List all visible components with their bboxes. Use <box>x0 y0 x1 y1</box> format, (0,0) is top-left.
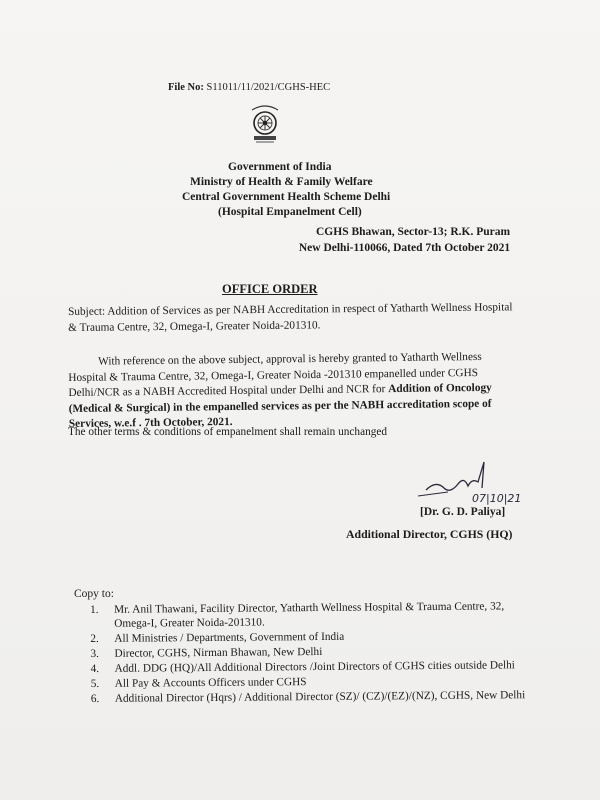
list-item: 3. Director, CGHS, Nirman Bhawan, New Delhi <box>90 645 323 660</box>
svg-text:07|10|21: 07|10|21 <box>472 492 522 505</box>
file-number-line <box>168 82 330 93</box>
file-number-label: File No: <box>168 82 204 93</box>
order-body <box>68 349 521 432</box>
office-order-title: OFFICE ORDER <box>222 282 318 296</box>
handwritten-signature-icon <box>408 458 528 506</box>
cghs-emblem-icon <box>248 102 282 148</box>
gov-line-2: Ministry of Health & Family Welfare <box>190 176 373 188</box>
office-address <box>298 225 511 256</box>
copy-to-heading: Copy to: <box>74 588 114 600</box>
gov-line-3: Central Government Health Scheme Delhi <box>182 191 391 203</box>
government-header <box>182 160 391 220</box>
list-item: 2. All Ministries / Departments, Government of India <box>90 630 345 645</box>
signatory-name: [Dr. G. D. Paliya] <box>420 506 506 518</box>
list-item: 1. Mr. Anil Thawani, Facility Director, Yatharth Wellness Hospital & Trauma Centre, 32, Omega-I, Greater Noida-201310. <box>90 600 505 630</box>
list-item: 5. All Pay & Accounts Officers under CGHS <box>90 676 307 690</box>
order-subject: Subject: Addition of Services as per NABH Accreditation in respect of Yatharth Wellness Hospital & Trauma Centre, 32, Omega-I, Greater Noida-201310. <box>68 301 513 334</box>
address-line-1: CGHS Bhawan, Sector-13; R.K. Puram <box>316 226 511 238</box>
gov-line-1: Government of India <box>228 161 332 173</box>
list-item: 4. Addl. DDG (HQ)/All Additional Directors /Joint Directors of CGHS cities outside Delhi <box>90 659 515 675</box>
file-number-value: S11011/11/2021/CGHS-HEC <box>206 82 331 93</box>
order-body-text: With reference on the above subject, approval is hereby granted to Yatharth Wellness Hospital & Trauma Centre, 32, Omega-I, Greater Noida -201310 empanelled under CGHS Delhi/NCR as a NABH Accredited Hospital under Delhi and NCR for <box>68 350 482 399</box>
copy-to-list <box>90 599 531 707</box>
gov-line-4: (Hospital Empanelment Cell) <box>218 206 362 218</box>
list-item: 6. Additional Director (Hqrs) / Additional Director (SZ)/ (CZ)/(EZ)/(NZ), CGHS, New Delhi <box>90 689 526 705</box>
signatory-designation: Additional Director, CGHS (HQ) <box>346 527 513 541</box>
address-line-2: New Delhi-110066, Dated 7th October 2021 <box>298 241 511 254</box>
other-terms: The other terms & conditions of empanelment shall remain unchanged <box>68 426 388 438</box>
order-body-bold: Addition of Oncology (Medical & Surgical) in the empanelled services as per the NABH accreditation scope of Services, w.e.f . 7th October, 2021. <box>68 381 492 430</box>
